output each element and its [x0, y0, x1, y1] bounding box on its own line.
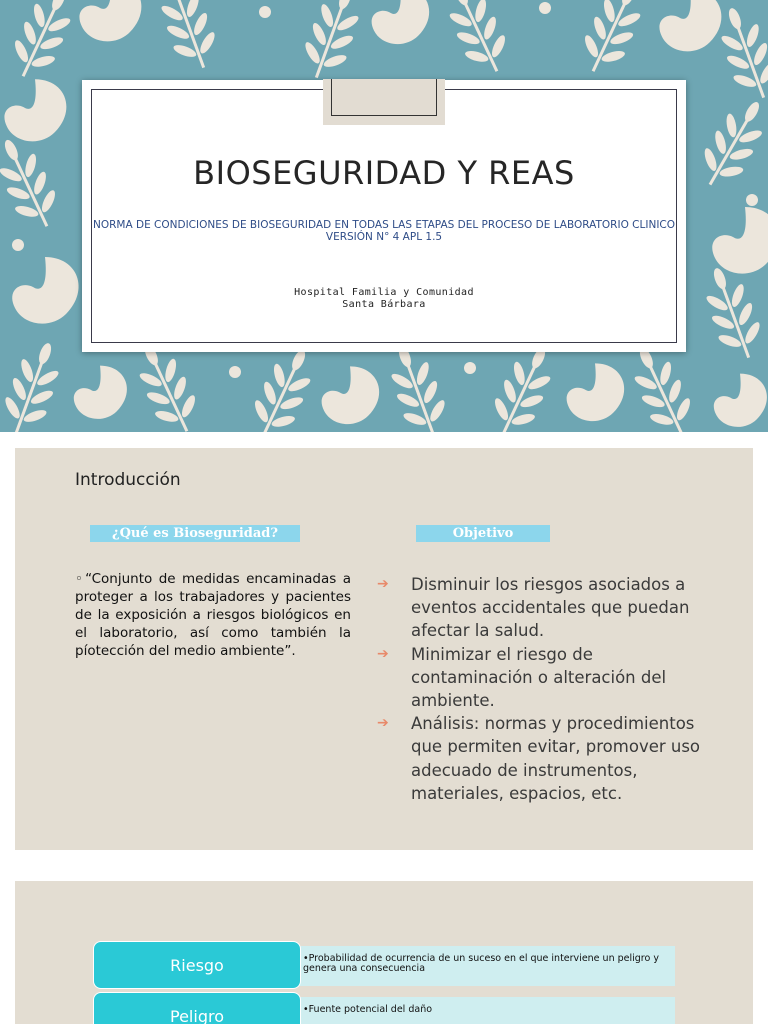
term-riesgo: Riesgo	[93, 941, 301, 989]
arrow-right-icon: ➔	[377, 645, 389, 662]
subtitle-line-2: VERSIÓN N° 4 APL 1.5	[325, 231, 443, 243]
definitions-slide	[15, 881, 753, 1024]
hospital-line-1: Hospital Familia y Comunidad	[294, 287, 474, 298]
definition-quote: ◦“Conjunto de medidas encaminadas a proteger a los trabajadores y pacientes de la exposición a riesgos biológicos en el laboratorio, así como también la píotección del medio ambiente”.	[75, 571, 351, 659]
arrow-right-icon: ➔	[377, 715, 389, 732]
list-item: ➔ Análisis: normas y procedimientos que permiten evitar, promover uso adecuado de instrumentos, materiales, espacios, etc.	[377, 714, 701, 803]
introduction-slide	[15, 448, 753, 850]
slide-heading: Introducción	[75, 470, 181, 490]
hospital-line-2: Santa Bárbara	[342, 299, 426, 310]
term-peligro: Peligro	[93, 992, 301, 1024]
presentation-title: BIOSEGURIDAD Y REAS	[193, 154, 575, 192]
hospital-name	[82, 287, 686, 311]
title-card	[82, 80, 686, 352]
objectives-list	[377, 573, 717, 805]
list-item: ➔ Minimizar el riesgo de contaminación o alteración del ambiente.	[377, 644, 667, 711]
list-item: ➔ Disminuir los riesgos asociados a eventos accidentales que puedan afectar la salud.	[377, 575, 690, 641]
definition-box-peligro: •Fuente potencial del daño	[299, 997, 675, 1024]
bioseguridad-tag: ¿Qué es Bioseguridad?	[90, 525, 300, 542]
objetivo-tag: Objetivo	[416, 525, 550, 542]
title-slide	[0, 0, 768, 432]
title-tab-decoration	[323, 79, 445, 125]
definition-box-riesgo: •Probabilidad de ocurrencia de un suceso en el que interviene un peligro y genera una consecuencia	[299, 946, 675, 986]
arrow-right-icon: ➔	[377, 576, 389, 592]
subtitle-line-1: NORMA DE CONDICIONES DE BIOSEGURIDAD EN TODAS LAS ETAPAS DEL PROCESO DE LABORATORIO CLINICO	[92, 219, 676, 231]
presentation-subtitle	[82, 219, 686, 243]
